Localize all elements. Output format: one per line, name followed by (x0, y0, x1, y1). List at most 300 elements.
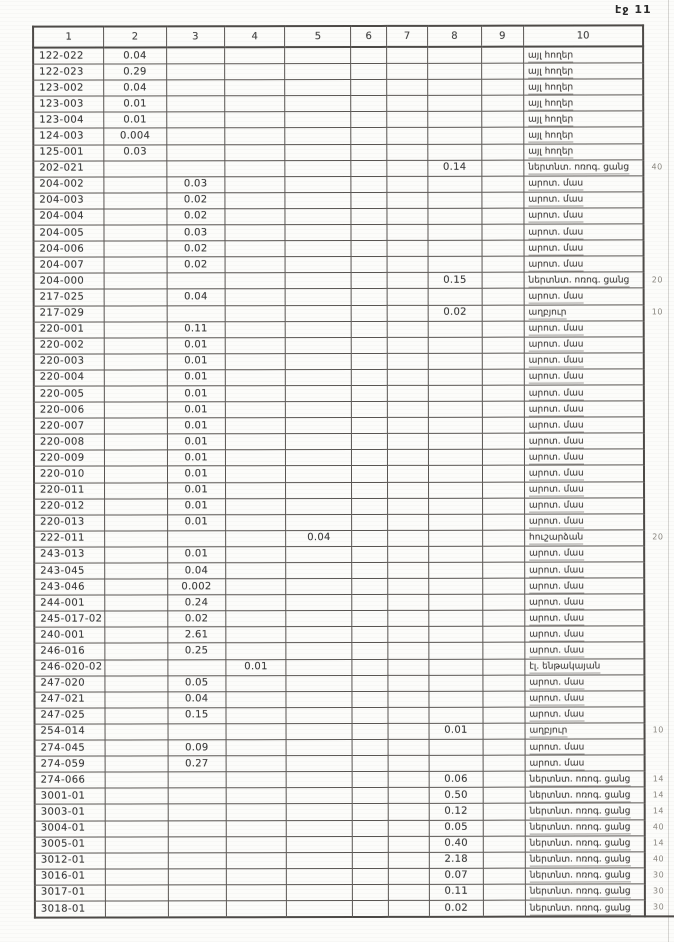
margin-annotation: 10 (652, 725, 664, 735)
value-cell: 0.07 (429, 868, 482, 884)
value-cell (286, 434, 352, 450)
value-cell (285, 225, 351, 241)
value-cell (352, 707, 387, 723)
value-cell (352, 305, 387, 321)
margin-annotation (645, 658, 674, 674)
margin-annotation (643, 79, 673, 95)
value-cell (428, 353, 481, 369)
value-cell (429, 594, 482, 610)
margin-annotation (644, 433, 674, 449)
value-cell (105, 515, 167, 531)
value-cell (351, 47, 386, 64)
value-cell (166, 144, 225, 160)
value-cell: 0.01 (167, 337, 226, 353)
parcel-code-cell: 204-002 (33, 177, 104, 193)
margin-annotation (644, 288, 674, 304)
value-cell (286, 675, 352, 691)
value-cell (481, 112, 523, 128)
parcel-code-cell: 3017-01 (35, 885, 106, 901)
value-cell (105, 563, 167, 579)
value-cell (483, 884, 525, 900)
margin-annotation (644, 610, 674, 626)
value-cell (387, 369, 428, 385)
land-type-cell: արոտ. մաս (524, 224, 644, 240)
value-cell (225, 418, 285, 434)
value-cell (225, 337, 285, 353)
value-cell (388, 562, 429, 578)
value-cell (482, 369, 524, 385)
margin-annotation (644, 369, 674, 385)
table-row (35, 771, 674, 788)
value-cell (353, 804, 388, 820)
value-cell: 0.002 (167, 579, 226, 595)
value-cell (388, 755, 429, 771)
value-cell (352, 562, 387, 578)
value-cell (428, 128, 481, 144)
table-row (34, 337, 674, 354)
value-cell (285, 80, 351, 96)
value-cell (226, 740, 286, 756)
value-cell (387, 514, 428, 530)
value-cell (285, 257, 351, 273)
parcel-code-cell: 3016-01 (35, 869, 106, 885)
table-row (35, 852, 674, 869)
value-cell (482, 240, 524, 256)
value-cell (429, 691, 482, 707)
table-row (34, 256, 674, 273)
margin-annotation: 30 (652, 886, 665, 896)
value-cell (105, 820, 167, 836)
value-cell (388, 546, 429, 562)
value-cell: 0.01 (104, 96, 166, 112)
margin-annotation (644, 449, 674, 465)
value-cell (226, 530, 286, 546)
value-cell (387, 224, 428, 240)
table-row (34, 369, 674, 386)
land-type-cell: արոտ. մաս (524, 417, 644, 433)
table-row (34, 401, 674, 418)
value-cell (226, 885, 286, 901)
value-cell (352, 466, 387, 482)
value-cell: 0.01 (167, 482, 226, 498)
value-cell (353, 884, 388, 900)
value-cell (104, 209, 166, 225)
value-cell (225, 482, 285, 498)
value-cell (226, 691, 286, 707)
table-row (33, 176, 673, 193)
land-type-cell: արոտ. մաս (525, 675, 645, 691)
land-type-cell: ներտնտ. ոռոգ. ցանց (525, 835, 645, 851)
table-row (34, 594, 674, 611)
table-row (33, 111, 673, 128)
value-cell (352, 369, 387, 385)
parcel-code-cell: 204-004 (33, 209, 104, 225)
value-cell (352, 353, 387, 369)
value-cell (428, 176, 481, 192)
value-cell (226, 514, 286, 530)
margin-annotation: 10 (651, 307, 663, 317)
table-row (34, 385, 674, 402)
value-cell (429, 739, 482, 755)
value-cell (104, 402, 166, 418)
value-cell: 0.01 (167, 547, 226, 563)
margin-annotation: 14 (652, 838, 665, 848)
margin-annotation (644, 385, 674, 401)
parcel-code-cell: 3001-01 (35, 788, 106, 804)
value-cell (483, 820, 525, 836)
value-cell: 0.11 (430, 884, 483, 900)
land-type-cell: արոտ. մաս (524, 401, 644, 417)
land-type-cell: այլ հողեր (524, 63, 644, 79)
value-cell (352, 450, 387, 466)
table-row (34, 272, 674, 289)
value-cell (428, 208, 481, 224)
value-cell (225, 257, 285, 273)
value-cell (482, 482, 524, 498)
value-cell (387, 128, 428, 144)
value-cell (105, 740, 167, 756)
value-cell (226, 643, 286, 659)
value-cell (353, 772, 388, 788)
value-cell (168, 788, 227, 804)
margin-annotation (644, 256, 674, 272)
value-cell (352, 675, 387, 691)
value-cell (286, 756, 352, 772)
table-row (35, 868, 674, 885)
value-cell (351, 241, 386, 257)
value-cell: 0.40 (429, 836, 482, 852)
value-cell (482, 530, 524, 546)
margin-header-spacer (643, 25, 673, 46)
value-cell (166, 128, 225, 144)
value-cell (104, 225, 166, 241)
parcel-code-cell: 222-011 (34, 531, 105, 547)
value-cell (105, 611, 167, 627)
value-cell (225, 160, 285, 176)
value-cell (386, 63, 427, 79)
value-cell (481, 160, 523, 176)
value-cell (104, 354, 166, 370)
value-cell (167, 273, 226, 289)
value-cell (286, 498, 352, 514)
value-cell (352, 691, 387, 707)
value-cell (226, 675, 286, 691)
value-cell (387, 337, 428, 353)
parcel-code-cell: 202-021 (33, 161, 104, 177)
margin-annotation (644, 353, 674, 369)
value-cell (429, 417, 482, 433)
margin-annotation (644, 337, 674, 353)
value-cell (483, 787, 525, 803)
value-cell: 0.02 (430, 900, 483, 917)
value-cell (168, 836, 227, 852)
value-cell (351, 257, 386, 273)
value-cell (105, 692, 167, 708)
land-type-cell: ներտնտ. ոռոգ. ցանց (525, 852, 645, 868)
land-type-cell: այլ հողեր (524, 111, 644, 127)
table-row (34, 626, 674, 643)
margin-annotation (644, 546, 674, 562)
value-cell (429, 578, 482, 594)
value-cell (388, 707, 429, 723)
land-type-cell: այլ հողեր (524, 143, 644, 159)
parcel-code-cell: 220-003 (34, 354, 105, 370)
value-cell (351, 192, 386, 208)
value-cell: 0.01 (167, 498, 226, 514)
value-cell (225, 466, 285, 482)
value-cell (225, 192, 285, 208)
land-type-cell: ներտնտ. ոռոգ. ցանց (525, 900, 645, 917)
land-type-cell: այլ հողեր (524, 46, 644, 63)
value-cell (353, 852, 388, 868)
value-cell (167, 305, 226, 321)
margin-annotation: 30 (645, 900, 674, 917)
value-cell (225, 450, 285, 466)
value-cell (225, 176, 285, 192)
value-cell (352, 659, 387, 675)
value-cell (429, 627, 482, 643)
value-cell (226, 627, 286, 643)
value-cell (482, 385, 524, 401)
value-cell (428, 192, 481, 208)
table-row (34, 465, 674, 482)
parcel-code-cell: 124-003 (33, 128, 104, 144)
value-cell (225, 144, 285, 160)
value-cell (105, 434, 167, 450)
table-row (34, 497, 674, 514)
value-cell (351, 112, 386, 128)
value-cell (387, 160, 428, 176)
margin-annotation: 14 (652, 790, 664, 800)
value-cell: 0.01 (429, 723, 482, 739)
value-cell (482, 659, 524, 675)
value-cell (226, 772, 286, 788)
value-cell (225, 225, 285, 241)
value-cell (226, 724, 286, 740)
value-cell (225, 128, 285, 144)
value-cell (482, 208, 524, 224)
value-cell (226, 804, 286, 820)
value-cell (351, 96, 386, 112)
value-cell: 0.01 (167, 386, 226, 402)
land-type-cell: արոտ. մաս (524, 288, 644, 304)
value-cell: 0.02 (166, 193, 225, 209)
value-cell (429, 755, 482, 771)
margin-annotation (644, 417, 674, 433)
value-cell: 0.14 (428, 160, 481, 176)
value-cell: 0.01 (167, 434, 226, 450)
parcel-code-cell: 274-059 (35, 756, 106, 772)
value-cell (287, 884, 353, 900)
land-type-cell: արոտ. մաս (524, 498, 644, 514)
value-cell (387, 434, 428, 450)
value-cell (353, 900, 388, 917)
value-cell (387, 321, 428, 337)
value-cell: 0.04 (167, 692, 226, 708)
margin-annotation: 40 (652, 822, 665, 832)
value-cell (481, 63, 523, 79)
value-cell (168, 901, 227, 918)
value-cell (351, 64, 386, 80)
value-cell (388, 675, 429, 691)
table-row (33, 208, 673, 225)
value-cell (226, 579, 286, 595)
value-cell (105, 450, 167, 466)
value-cell (429, 482, 482, 498)
table-row (33, 224, 673, 241)
value-cell (286, 563, 352, 579)
value-cell (482, 256, 524, 272)
value-cell (429, 498, 482, 514)
value-cell (286, 546, 352, 562)
value-cell: 0.06 (429, 771, 482, 787)
value-cell (387, 144, 428, 160)
value-cell (351, 128, 386, 144)
land-type-cell: արոտ. մաս (524, 240, 644, 256)
value-cell (388, 836, 429, 852)
value-cell (353, 820, 388, 836)
value-cell (285, 241, 351, 257)
value-cell (429, 707, 482, 723)
value-cell (483, 691, 525, 707)
value-cell (226, 788, 286, 804)
value-cell (353, 836, 388, 852)
value-cell (483, 868, 525, 884)
parcel-code-cell: 204-000 (34, 273, 105, 289)
value-cell (388, 788, 429, 804)
value-cell (483, 755, 525, 771)
land-type-cell: ներտնտ. ոռոգ. ցանց (525, 819, 645, 835)
value-cell (428, 96, 481, 112)
value-cell (429, 659, 482, 675)
value-cell (105, 804, 167, 820)
margin-annotation: 20 (651, 275, 663, 285)
value-cell (285, 112, 351, 128)
value-cell (352, 643, 387, 659)
value-cell (387, 176, 428, 192)
value-cell (388, 852, 429, 868)
table-row (34, 707, 674, 724)
value-cell: 0.01 (167, 466, 226, 482)
value-cell (483, 836, 525, 852)
value-cell: 0.03 (104, 144, 166, 160)
table-row (34, 674, 674, 691)
value-cell (105, 708, 167, 724)
value-cell (388, 868, 429, 884)
value-cell (104, 338, 166, 354)
parcel-code-cell: 217-029 (34, 306, 105, 322)
value-cell (105, 788, 167, 804)
value-cell (388, 691, 429, 707)
column-header-7: 7 (386, 26, 427, 47)
value-cell (285, 160, 351, 176)
value-cell (166, 160, 225, 176)
parcel-code-cell: 243-046 (34, 579, 105, 595)
value-cell (285, 192, 351, 208)
value-cell (168, 724, 227, 740)
land-type-cell: աղբյուր (525, 723, 645, 739)
land-type-cell: այլ հողեր (524, 127, 644, 143)
value-cell (429, 514, 482, 530)
land-type-cell: արոտ. մաս (525, 707, 645, 723)
value-cell: 0.27 (168, 756, 227, 772)
value-cell (482, 321, 524, 337)
table-row (33, 159, 673, 176)
table-row (34, 546, 674, 563)
value-cell (286, 627, 352, 643)
table-row (33, 192, 673, 209)
value-cell: 0.11 (167, 321, 226, 337)
value-cell (105, 772, 167, 788)
table-row (35, 755, 674, 772)
value-cell (482, 498, 524, 514)
value-cell (104, 241, 166, 257)
value-cell (286, 820, 352, 836)
value-cell (168, 869, 227, 885)
parcel-code-cell: 220-002 (34, 338, 105, 354)
margin-annotation (645, 707, 674, 723)
value-cell (352, 579, 387, 595)
value-cell (483, 852, 525, 868)
value-cell (225, 112, 285, 128)
table-row (34, 578, 674, 595)
parcel-code-cell: 220-009 (34, 450, 105, 466)
value-cell (105, 418, 167, 434)
parcel-code-cell: 220-010 (34, 466, 105, 482)
parcel-code-cell: 246-020-02 (34, 660, 105, 676)
table-row (33, 79, 673, 96)
value-cell (104, 177, 166, 193)
column-header-5: 5 (285, 26, 351, 47)
value-cell (168, 804, 227, 820)
table-row (33, 63, 673, 80)
value-cell (104, 161, 166, 177)
table-row (34, 433, 674, 450)
parcel-code-cell: 220-001 (34, 322, 105, 338)
parcel-code-cell: 122-022 (33, 48, 104, 65)
table-row (34, 304, 674, 321)
value-cell (105, 547, 167, 563)
value-cell (482, 224, 524, 240)
table-row (35, 900, 674, 918)
value-cell (286, 369, 352, 385)
value-cell (428, 256, 481, 272)
value-cell (286, 385, 352, 401)
table-row (35, 739, 674, 756)
value-cell (482, 643, 524, 659)
value-cell (387, 482, 428, 498)
margin-annotation (643, 127, 673, 143)
land-type-cell: արոտ. մաս (524, 449, 644, 465)
land-type-cell: արոտ. մաս (524, 369, 644, 385)
parcel-code-cell: 3018-01 (35, 901, 106, 918)
value-cell (105, 853, 167, 869)
value-cell (285, 273, 351, 289)
parcel-code-cell: 240-001 (34, 627, 105, 643)
value-cell (428, 385, 481, 401)
value-cell: 0.04 (167, 563, 226, 579)
value-cell (429, 466, 482, 482)
value-cell (287, 836, 353, 852)
value-cell (287, 900, 353, 917)
value-cell (388, 772, 429, 788)
value-cell (352, 337, 387, 353)
value-cell (105, 595, 167, 611)
value-cell (225, 289, 285, 305)
value-cell (386, 47, 427, 64)
land-type-cell: արոտ. մաս (525, 739, 645, 755)
value-cell: 0.02 (167, 241, 226, 257)
